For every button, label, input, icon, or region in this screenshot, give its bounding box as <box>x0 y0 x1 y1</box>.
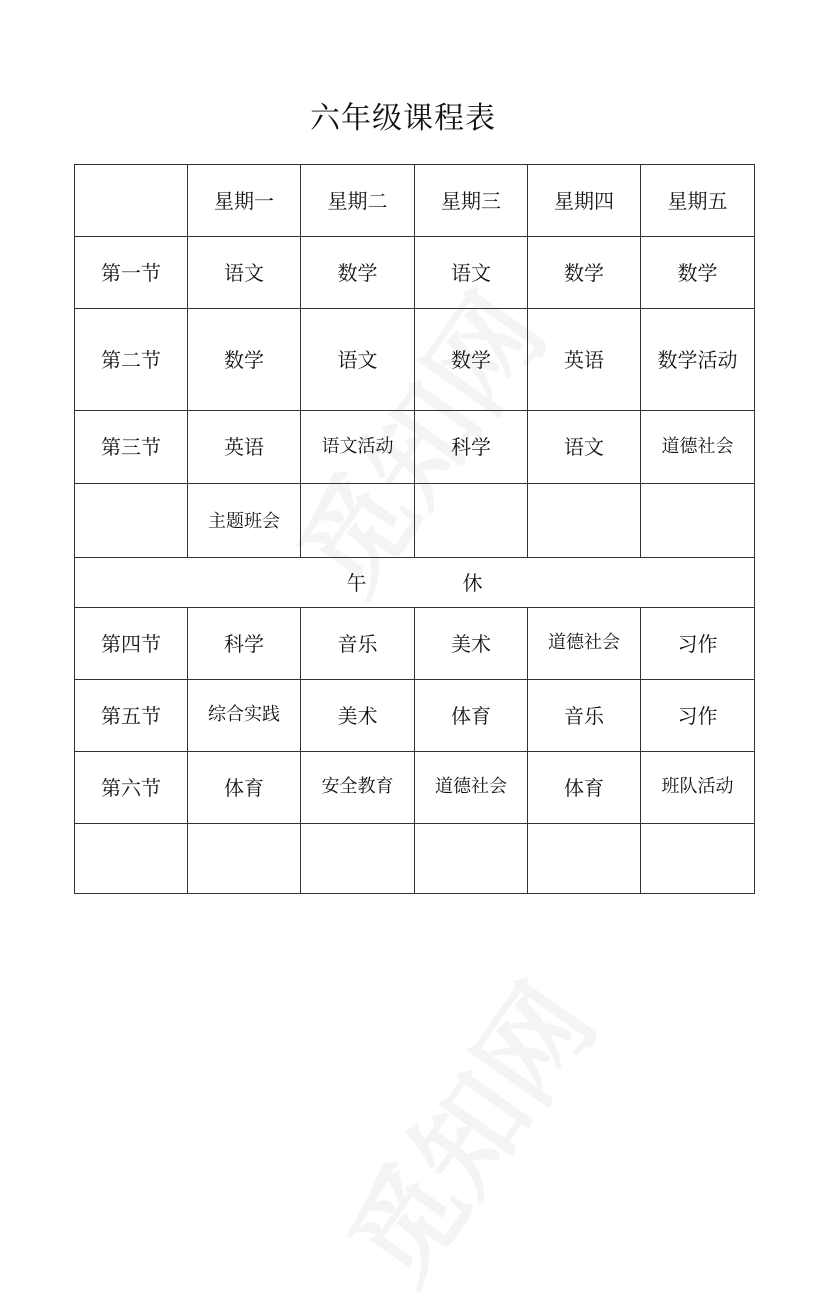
subject-cell: 体育 <box>415 680 528 752</box>
subject-cell: 语文 <box>415 237 528 309</box>
subject-cell: 班队活动 <box>641 752 755 824</box>
subject-cell: 英语 <box>528 309 641 411</box>
period-label: 第四节 <box>75 608 188 680</box>
table-row <box>75 680 755 752</box>
corner-cell <box>75 165 188 237</box>
subject-cell <box>415 484 528 558</box>
subject-cell: 语文 <box>188 237 301 309</box>
subject-cell: 数学活动 <box>641 309 755 411</box>
subject-cell: 道德社会 <box>528 608 641 680</box>
subject-cell: 习作 <box>641 608 755 680</box>
lunch-row <box>75 558 755 608</box>
table-row <box>75 309 755 411</box>
subject-cell <box>528 484 641 558</box>
subject-cell: 综合实践 <box>188 680 301 752</box>
subject-cell: 音乐 <box>301 608 415 680</box>
subject-cell: 数学 <box>301 237 415 309</box>
subject-cell: 数学 <box>528 237 641 309</box>
subject-cell: 体育 <box>528 752 641 824</box>
lunch-break <box>75 558 755 608</box>
subject-cell: 数学 <box>188 309 301 411</box>
table-row <box>75 824 755 894</box>
subject-cell: 音乐 <box>528 680 641 752</box>
table-row <box>75 484 755 558</box>
lunch-label: 午 <box>346 570 367 595</box>
period-label: 第三节 <box>75 411 188 484</box>
subject-cell: 数学 <box>415 309 528 411</box>
table-row <box>75 608 755 680</box>
subject-cell: 安全教育 <box>301 752 415 824</box>
subject-cell: 语文 <box>301 309 415 411</box>
subject-cell: 道德社会 <box>641 411 755 484</box>
subject-cell <box>641 484 755 558</box>
subject-cell <box>301 484 415 558</box>
subject-cell: 美术 <box>415 608 528 680</box>
subject-cell: 道德社会 <box>415 752 528 824</box>
table-row <box>75 752 755 824</box>
subject-cell <box>188 824 301 894</box>
table-row <box>75 237 755 309</box>
watermark <box>306 949 625 1309</box>
period-label: 第一节 <box>75 237 188 309</box>
subject-cell: 语文 <box>528 411 641 484</box>
header-row <box>75 165 755 237</box>
day-header: 星期一 <box>188 165 301 237</box>
subject-cell: 英语 <box>188 411 301 484</box>
subject-cell <box>301 824 415 894</box>
subject-cell: 科学 <box>188 608 301 680</box>
subject-cell <box>415 824 528 894</box>
subject-cell: 习作 <box>641 680 755 752</box>
day-header: 星期四 <box>528 165 641 237</box>
subject-cell: 科学 <box>415 411 528 484</box>
lunch-label: 休 <box>462 570 483 595</box>
subject-cell: 主题班会 <box>188 484 301 558</box>
period-label: 第五节 <box>75 680 188 752</box>
subject-cell: 美术 <box>301 680 415 752</box>
subject-cell: 语文活动 <box>301 411 415 484</box>
period-label: 第二节 <box>75 309 188 411</box>
subject-cell: 数学 <box>641 237 755 309</box>
table-row <box>75 411 755 484</box>
period-label: 第六节 <box>75 752 188 824</box>
period-label <box>75 484 188 558</box>
period-label <box>75 824 188 894</box>
page-title: 六年级课程表 <box>310 101 496 136</box>
day-header: 星期五 <box>641 165 755 237</box>
subject-cell <box>641 824 755 894</box>
day-header: 星期三 <box>415 165 528 237</box>
day-header: 星期二 <box>301 165 415 237</box>
schedule-table <box>74 164 755 894</box>
subject-cell: 体育 <box>188 752 301 824</box>
subject-cell <box>528 824 641 894</box>
